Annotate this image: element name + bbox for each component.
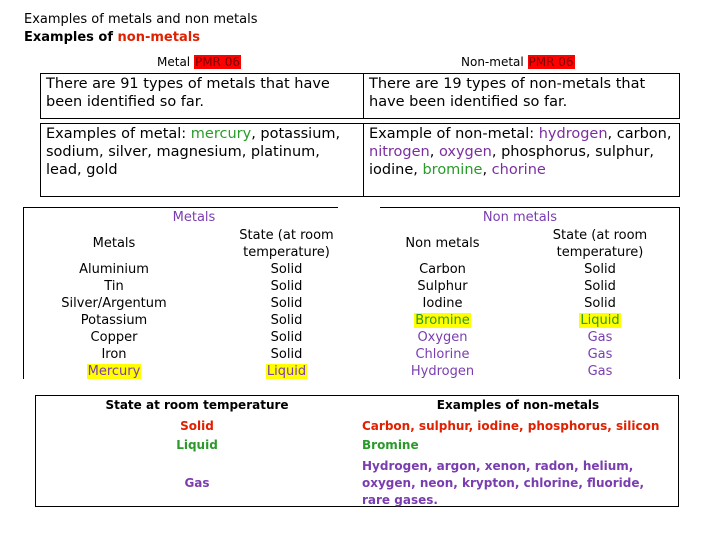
- nonmetals-col2: State (at room temperature): [552, 228, 648, 260]
- nonmetal-count-cell: [363, 73, 680, 119]
- list-item: Solid: [270, 262, 303, 277]
- nonmetal-count: There are 19 types of non-metals that have been identified so far.: [369, 76, 646, 110]
- list-item: Solid: [270, 347, 303, 362]
- list-item: Gas: [587, 347, 613, 362]
- metal-count-cell: [40, 73, 364, 119]
- nonmetals-names: [390, 261, 495, 380]
- list-item: Sulphur: [417, 279, 468, 294]
- nonmetal-ex-chorine: chorine: [491, 162, 546, 178]
- state-solid: Solid: [180, 419, 214, 433]
- list-item: [390, 312, 495, 329]
- metal-count: There are 91 types of metals that have been identified so far.: [46, 76, 330, 110]
- mercury-label: Mercury: [87, 364, 141, 379]
- metals-states: [249, 261, 324, 380]
- liquid-label-nm: Liquid: [580, 313, 620, 328]
- title-highlight: non-metals: [117, 30, 200, 45]
- list-item: Gas: [587, 330, 613, 345]
- list-item: [560, 312, 640, 329]
- nonmetals-table-title: Non metals: [482, 210, 558, 225]
- title-prefix: Examples of: [24, 30, 118, 45]
- comparison-table: [40, 53, 680, 197]
- list-item: Oxygen: [417, 330, 468, 345]
- nonmetal-examples-prefix: Example of non-metal:: [369, 126, 539, 142]
- list-item: Aluminium: [79, 262, 149, 277]
- state-liquid: Liquid: [176, 438, 218, 452]
- nonmetals-table: [380, 207, 680, 379]
- bottom-col2-header: Examples of non-metals: [436, 398, 600, 412]
- nonmetal-header-tag: PMR 06: [528, 55, 574, 69]
- metal-example-highlight: mercury: [190, 126, 252, 142]
- title-line-2: [24, 30, 200, 45]
- list-item: Solid: [270, 313, 303, 328]
- list-item: Solid: [584, 262, 616, 277]
- metals-col2: State (at room temperature): [239, 228, 334, 260]
- bottom-col1-header: State at room temperature: [105, 398, 289, 412]
- nonmetal-ex-mid: , carbon,: [607, 126, 672, 142]
- nonmetal-header-cell: [364, 53, 680, 73]
- metals-table-title: Metals: [172, 210, 216, 225]
- list-item: Hydrogen: [410, 364, 475, 379]
- nonmetal-examples-cell: Example of non-metal: hydrogen, carbon, nitrogen, oxygen, phosphorus, sulphur, iodine, bromine, chorine: [363, 123, 680, 197]
- list-item: Copper: [90, 330, 138, 345]
- metal-header-cell: [40, 53, 250, 73]
- metals-col1: Metals: [92, 236, 136, 251]
- list-item: Solid: [584, 296, 616, 311]
- nonmetal-ex-hydrogen: hydrogen: [538, 126, 608, 142]
- list-item: Tin: [104, 279, 124, 294]
- nonmetals-col1: Non metals: [405, 236, 480, 251]
- list-item: [249, 363, 324, 380]
- nonmetals-states: [560, 261, 640, 380]
- list-item: [44, 363, 184, 380]
- list-item: Iodine: [422, 296, 463, 311]
- examples-gas: Hydrogen, argon, xenon, radon, helium, oxygen, neon, krypton, chlorine, fluoride, rare gases.: [362, 459, 645, 507]
- bromine-label: Bromine: [415, 313, 470, 328]
- metal-header: Metal: [157, 55, 191, 69]
- list-item: Solid: [270, 296, 303, 311]
- list-item: Solid: [270, 279, 303, 294]
- examples-solid: Carbon, sulphur, iodine, phosphorus, silicon: [362, 419, 660, 433]
- bottom-right-table: [357, 395, 679, 507]
- metal-examples-rest: , potassium, sodium, silver, magnesium, platinum, lead, gold: [46, 126, 341, 178]
- list-item: Solid: [584, 279, 616, 294]
- metal-examples-prefix: Examples of metal:: [46, 126, 191, 142]
- list-item: Potassium: [80, 313, 148, 328]
- metals-table: [23, 207, 338, 379]
- liquid-label: Liquid: [266, 364, 307, 379]
- list-item: Iron: [101, 347, 127, 362]
- bottom-left-table: [35, 395, 357, 507]
- list-item: Chlorine: [415, 347, 470, 362]
- nonmetal-ex-nitrogen: nitrogen: [369, 144, 430, 160]
- nonmetal-ex-mid2: , phosphorus, sulphur, iodine,: [369, 144, 655, 178]
- nonmetal-ex-mid3: ,: [482, 162, 492, 178]
- title-line-1: Examples of metals and non metals: [24, 12, 258, 27]
- state-gas: Gas: [184, 476, 210, 490]
- metal-examples-cell: [40, 123, 364, 197]
- nonmetal-header: Non-metal: [461, 55, 524, 69]
- examples-liquid: Bromine: [362, 438, 419, 452]
- nonmetal-ex-bromine: bromine: [422, 162, 483, 178]
- metals-names: [44, 261, 184, 380]
- metal-header-tag: PMR 06: [194, 55, 240, 69]
- list-item: Solid: [270, 330, 303, 345]
- nonmetal-ex-oxygen: oxygen: [438, 144, 492, 160]
- list-item: Carbon: [419, 262, 466, 277]
- list-item: Silver/Argentum: [61, 296, 167, 311]
- list-item: Gas: [587, 364, 613, 379]
